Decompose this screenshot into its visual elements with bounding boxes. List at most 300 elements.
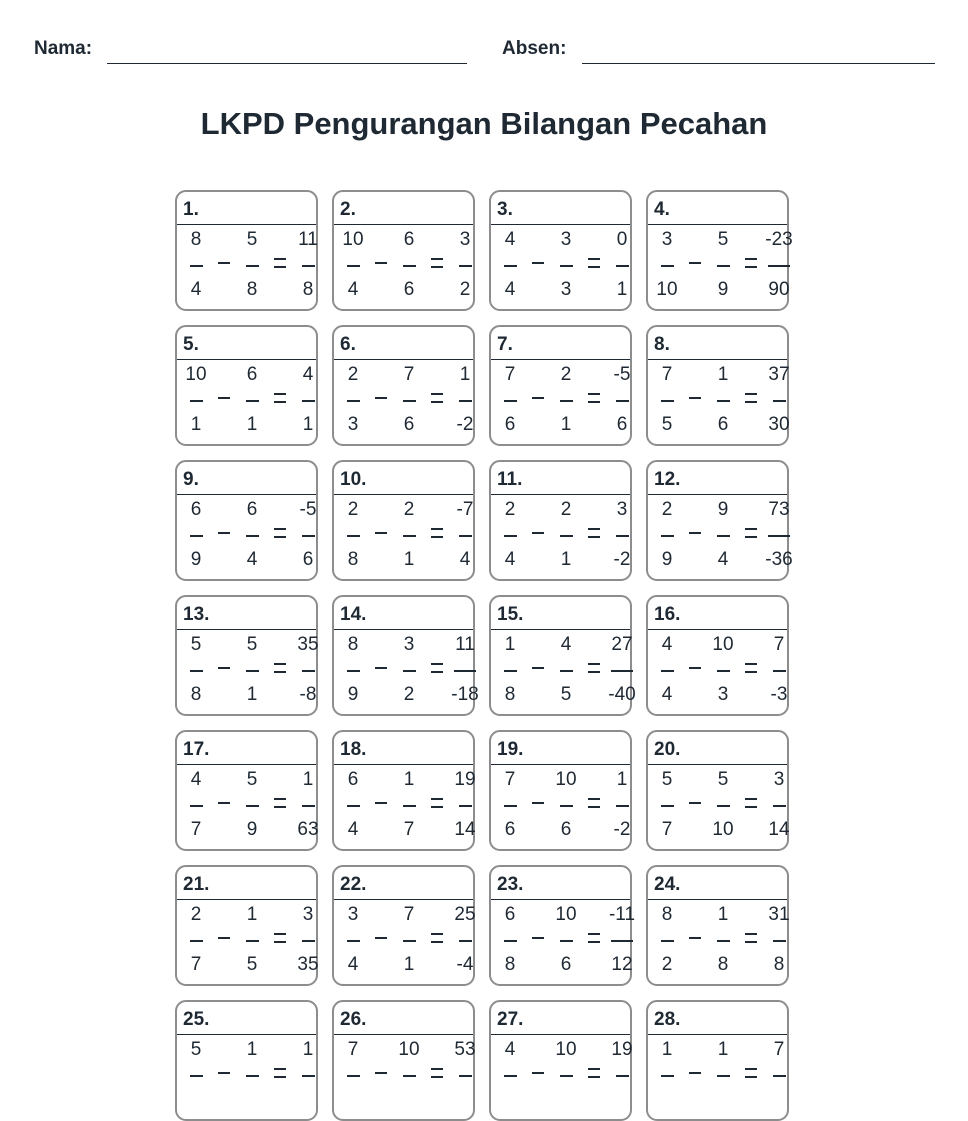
fraction-bar: [560, 1075, 573, 1077]
result-numerator: 3: [616, 499, 628, 520]
second-denominator: 6: [403, 279, 415, 300]
minus-sign: [525, 633, 551, 707]
equals-sign: [738, 903, 764, 977]
problem-number: 28.: [648, 1002, 787, 1035]
first-numerator: 4: [504, 229, 516, 250]
fraction-bar: [302, 400, 315, 402]
problem-number: 26.: [334, 1002, 473, 1035]
fraction-equation: [177, 360, 316, 437]
result-fraction: [607, 363, 637, 437]
fraction-bar: [661, 265, 674, 267]
fraction-bar: [661, 1075, 674, 1077]
first-fraction: [652, 498, 682, 572]
result-denominator: 1: [616, 279, 628, 300]
second-fraction: [708, 228, 738, 302]
second-numerator: 1: [246, 904, 258, 925]
first-denominator: 4: [504, 279, 516, 300]
fraction-bar: [347, 940, 360, 942]
result-numerator: 3: [773, 769, 785, 790]
second-numerator: 1: [717, 1039, 729, 1060]
fraction-bar: [611, 940, 633, 942]
first-denominator: 4: [190, 279, 202, 300]
fraction-bar: [616, 265, 629, 267]
fraction-equation: [491, 495, 630, 572]
first-fraction: [181, 768, 211, 842]
fraction-equation: [491, 630, 636, 707]
second-fraction: [551, 768, 581, 842]
equals-sign: [424, 228, 450, 302]
result-fraction: [764, 228, 794, 302]
result-numerator: 1: [616, 769, 628, 790]
result-numerator: 3: [459, 229, 471, 250]
first-numerator: 6: [504, 904, 516, 925]
result-denominator: 90: [768, 279, 790, 300]
result-numerator: 1: [302, 1039, 314, 1060]
fraction-bar: [190, 670, 203, 672]
problem-card: [489, 325, 632, 446]
problem-number: 19.: [491, 732, 630, 765]
problem-number: 20.: [648, 732, 787, 765]
result-denominator: -36: [765, 549, 793, 570]
result-numerator: 19: [454, 769, 476, 790]
first-denominator: 6: [504, 414, 516, 435]
problem-number: 7.: [491, 327, 630, 360]
first-denominator: 8: [504, 684, 516, 705]
fraction-equation: [334, 765, 476, 842]
fraction-equation: [648, 1035, 787, 1112]
result-denominator: -2: [613, 549, 631, 570]
equals-sign: [267, 903, 293, 977]
second-denominator: 4: [246, 549, 258, 570]
result-denominator: 8: [302, 279, 314, 300]
fraction-equation: [334, 900, 476, 977]
first-fraction: [495, 633, 525, 707]
result-fraction: [293, 768, 323, 842]
equals-sign: [581, 228, 607, 302]
problem-number: 23.: [491, 867, 630, 900]
first-numerator: 8: [661, 904, 673, 925]
equals-sign: [424, 498, 450, 572]
result-fraction: [293, 228, 323, 302]
second-denominator: 7: [403, 819, 415, 840]
result-denominator: -3: [770, 684, 788, 705]
second-numerator: 5: [717, 769, 729, 790]
second-fraction: [708, 768, 738, 842]
result-numerator: 19: [611, 1039, 633, 1060]
first-denominator: 5: [661, 414, 673, 435]
fraction-equation: [334, 225, 473, 302]
first-denominator: 3: [347, 414, 359, 435]
problem-card: [175, 865, 318, 986]
result-fraction: [293, 633, 323, 707]
minus-sign: [368, 498, 394, 572]
minus-sign: [525, 768, 551, 842]
problem-card: [646, 325, 789, 446]
problem-card: [175, 190, 318, 311]
first-numerator: 2: [347, 499, 359, 520]
first-fraction: [495, 363, 525, 437]
equals-sign: [267, 228, 293, 302]
second-fraction: [394, 903, 424, 977]
result-numerator: 73: [768, 499, 790, 520]
fraction-bar: [661, 400, 674, 402]
first-numerator: 4: [661, 634, 673, 655]
fraction-bar: [773, 670, 786, 672]
fraction-equation: [334, 1035, 476, 1112]
second-fraction: [551, 228, 581, 302]
first-numerator: 5: [661, 769, 673, 790]
equals-sign: [267, 498, 293, 572]
problem-card: [175, 730, 318, 851]
result-numerator: 7: [773, 1039, 785, 1060]
problem-number: 11.: [491, 462, 630, 495]
fraction-equation: [648, 630, 787, 707]
problem-number: 13.: [177, 597, 316, 630]
fraction-bar: [717, 805, 730, 807]
minus-sign: [211, 903, 237, 977]
fraction-bar: [717, 1075, 730, 1077]
minus-sign: [525, 228, 551, 302]
second-denominator: 1: [246, 684, 258, 705]
fraction-bar: [347, 400, 360, 402]
second-denominator: 5: [246, 954, 258, 975]
minus-sign: [682, 363, 708, 437]
nama-field[interactable]: [107, 63, 467, 64]
problem-card: [489, 730, 632, 851]
minus-sign: [682, 228, 708, 302]
result-denominator: 6: [302, 549, 314, 570]
problem-card: [489, 190, 632, 311]
first-fraction: [181, 903, 211, 977]
problem-number: 2.: [334, 192, 473, 225]
fraction-bar: [246, 265, 259, 267]
result-fraction: [450, 633, 480, 707]
minus-sign: [525, 498, 551, 572]
fraction-equation: [177, 765, 319, 842]
result-fraction: [293, 903, 323, 977]
first-numerator: 5: [190, 1039, 202, 1060]
fraction-bar: [459, 265, 472, 267]
second-denominator: 6: [717, 414, 729, 435]
problem-number: 27.: [491, 1002, 630, 1035]
problem-card: [489, 595, 636, 716]
fraction-bar: [302, 940, 315, 942]
result-denominator: 1: [302, 414, 314, 435]
second-numerator: 7: [403, 364, 415, 385]
first-numerator: 10: [342, 229, 364, 250]
second-numerator: 5: [246, 769, 258, 790]
first-fraction: [338, 633, 368, 707]
result-fraction: [764, 498, 794, 572]
problem-number: 16.: [648, 597, 787, 630]
first-numerator: 6: [190, 499, 202, 520]
problem-number: 8.: [648, 327, 787, 360]
equals-sign: [424, 1038, 450, 1112]
result-numerator: 53: [454, 1039, 476, 1060]
equals-sign: [738, 228, 764, 302]
problem-card: [175, 1000, 318, 1121]
result-numerator: -7: [456, 499, 474, 520]
first-fraction: [495, 498, 525, 572]
problem-card: [332, 1000, 475, 1121]
minus-sign: [682, 633, 708, 707]
second-numerator: 6: [403, 229, 415, 250]
first-numerator: 2: [347, 364, 359, 385]
second-fraction: [394, 633, 424, 707]
first-numerator: 7: [661, 364, 673, 385]
problem-card: [489, 460, 632, 581]
result-denominator: 4: [459, 549, 471, 570]
second-fraction: [708, 633, 738, 707]
absen-field[interactable]: [582, 63, 935, 64]
minus-sign: [682, 903, 708, 977]
fraction-bar: [459, 940, 472, 942]
result-fraction: [764, 1038, 794, 1112]
problem-number: 21.: [177, 867, 316, 900]
result-fraction: [450, 768, 480, 842]
first-fraction: [181, 228, 211, 302]
equals-sign: [581, 633, 607, 707]
fraction-bar: [190, 805, 203, 807]
second-fraction: [237, 903, 267, 977]
result-numerator: -5: [613, 364, 631, 385]
minus-sign: [368, 903, 394, 977]
second-numerator: 10: [555, 1039, 577, 1060]
first-denominator: 4: [347, 279, 359, 300]
minus-sign: [211, 228, 237, 302]
equals-sign: [738, 363, 764, 437]
result-denominator: -18: [451, 684, 479, 705]
result-denominator: -40: [608, 684, 636, 705]
problem-number: 14.: [334, 597, 473, 630]
problem-card: [332, 595, 479, 716]
fraction-bar: [504, 670, 517, 672]
problem-card: [332, 190, 475, 311]
first-denominator: 7: [190, 954, 202, 975]
fraction-bar: [403, 1075, 416, 1077]
fraction-bar: [661, 940, 674, 942]
second-fraction: [237, 768, 267, 842]
fraction-bar: [560, 535, 573, 537]
second-numerator: 3: [403, 634, 415, 655]
first-fraction: [652, 633, 682, 707]
fraction-bar: [560, 670, 573, 672]
result-numerator: 11: [298, 229, 318, 250]
second-fraction: [551, 1038, 581, 1112]
fraction-bar: [661, 670, 674, 672]
second-numerator: 10: [555, 769, 577, 790]
second-fraction: [394, 1038, 424, 1112]
second-numerator: 3: [560, 229, 572, 250]
first-numerator: 1: [661, 1039, 673, 1060]
result-denominator: 35: [297, 954, 319, 975]
minus-sign: [368, 633, 394, 707]
equals-sign: [267, 363, 293, 437]
first-numerator: 7: [504, 364, 516, 385]
minus-sign: [211, 498, 237, 572]
second-denominator: 2: [403, 684, 415, 705]
first-fraction: [652, 903, 682, 977]
result-denominator: 14: [768, 819, 790, 840]
first-denominator: 8: [347, 549, 359, 570]
problem-number: 22.: [334, 867, 473, 900]
result-numerator: 1: [302, 769, 314, 790]
problem-card: [175, 325, 318, 446]
problem-card: [175, 460, 318, 581]
first-fraction: [495, 768, 525, 842]
fraction-bar: [246, 535, 259, 537]
result-denominator: 30: [768, 414, 790, 435]
second-fraction: [551, 633, 581, 707]
student-info-header: [34, 36, 935, 66]
second-numerator: 4: [560, 634, 572, 655]
second-numerator: 6: [246, 364, 258, 385]
first-numerator: 2: [190, 904, 202, 925]
fraction-bar: [347, 805, 360, 807]
minus-sign: [682, 1038, 708, 1112]
problem-card: [646, 460, 793, 581]
result-fraction: [607, 498, 637, 572]
result-fraction: [607, 228, 637, 302]
second-fraction: [551, 498, 581, 572]
problem-card: [646, 1000, 789, 1121]
result-numerator: 0: [616, 229, 628, 250]
fraction-bar: [302, 1075, 315, 1077]
result-numerator: 37: [768, 364, 790, 385]
first-numerator: 8: [347, 634, 359, 655]
result-fraction: [293, 363, 323, 437]
fraction-equation: [648, 225, 793, 302]
fraction-bar: [717, 940, 730, 942]
second-fraction: [394, 228, 424, 302]
second-denominator: 8: [717, 954, 729, 975]
second-numerator: 7: [403, 904, 415, 925]
fraction-bar: [459, 1075, 472, 1077]
equals-sign: [581, 498, 607, 572]
minus-sign: [368, 363, 394, 437]
fraction-equation: [491, 900, 636, 977]
result-numerator: 27: [611, 634, 633, 655]
result-fraction: [607, 903, 637, 977]
first-denominator: 9: [661, 549, 673, 570]
second-denominator: 3: [717, 684, 729, 705]
fraction-bar: [717, 400, 730, 402]
minus-sign: [368, 228, 394, 302]
second-numerator: 5: [717, 229, 729, 250]
result-fraction: [450, 228, 480, 302]
fraction-equation: [491, 765, 630, 842]
fraction-bar: [560, 265, 573, 267]
problem-number: 5.: [177, 327, 316, 360]
fraction-bar: [768, 265, 790, 267]
fraction-bar: [504, 400, 517, 402]
fraction-bar: [661, 805, 674, 807]
result-numerator: 4: [302, 364, 314, 385]
page-title: LKPD Pengurangan Bilangan Pecahan: [200, 106, 768, 141]
fraction-equation: [648, 360, 790, 437]
fraction-bar: [403, 805, 416, 807]
fraction-bar: [504, 265, 517, 267]
second-denominator: 5: [560, 684, 572, 705]
result-numerator: 25: [454, 904, 476, 925]
result-fraction: [607, 768, 637, 842]
fraction-bar: [403, 940, 416, 942]
first-numerator: 1: [504, 634, 516, 655]
result-fraction: [450, 498, 480, 572]
result-fraction: [607, 1038, 637, 1112]
minus-sign: [368, 768, 394, 842]
fraction-bar: [347, 265, 360, 267]
fraction-bar: [190, 265, 203, 267]
fraction-bar: [302, 670, 315, 672]
problem-card: [489, 1000, 632, 1121]
result-fraction: [450, 1038, 480, 1112]
second-denominator: 1: [246, 414, 258, 435]
fraction-bar: [773, 805, 786, 807]
fraction-equation: [177, 495, 316, 572]
result-denominator: 12: [611, 954, 633, 975]
minus-sign: [211, 633, 237, 707]
result-numerator: 7: [773, 634, 785, 655]
problem-number: 9.: [177, 462, 316, 495]
problem-number: 3.: [491, 192, 630, 225]
minus-sign: [525, 363, 551, 437]
second-denominator: 6: [560, 819, 572, 840]
fraction-equation: [648, 495, 793, 572]
first-denominator: 10: [656, 279, 678, 300]
fraction-bar: [611, 670, 633, 672]
first-fraction: [338, 903, 368, 977]
fraction-equation: [648, 765, 790, 842]
first-numerator: 5: [190, 634, 202, 655]
second-fraction: [708, 498, 738, 572]
first-fraction: [652, 768, 682, 842]
result-denominator: 14: [454, 819, 476, 840]
first-fraction: [181, 498, 211, 572]
first-fraction: [652, 363, 682, 437]
problem-card: [175, 595, 318, 716]
result-fraction: [607, 633, 637, 707]
fraction-bar: [190, 400, 203, 402]
first-numerator: 6: [347, 769, 359, 790]
first-denominator: 4: [347, 954, 359, 975]
second-denominator: 6: [403, 414, 415, 435]
result-denominator: 8: [773, 954, 785, 975]
result-fraction: [450, 363, 480, 437]
problem-card: [332, 325, 475, 446]
first-denominator: 7: [190, 819, 202, 840]
first-fraction: [181, 363, 211, 437]
fraction-equation: [177, 225, 316, 302]
first-numerator: 3: [347, 904, 359, 925]
minus-sign: [682, 768, 708, 842]
problem-number: 17.: [177, 732, 316, 765]
first-fraction: [338, 363, 368, 437]
fraction-equation: [491, 225, 630, 302]
second-fraction: [237, 363, 267, 437]
fraction-equation: [177, 1035, 316, 1112]
fraction-bar: [768, 535, 790, 537]
second-numerator: 10: [555, 904, 577, 925]
fraction-equation: [491, 1035, 633, 1112]
fraction-bar: [773, 940, 786, 942]
second-numerator: 1: [717, 364, 729, 385]
fraction-bar: [302, 265, 315, 267]
first-denominator: 2: [661, 954, 673, 975]
minus-sign: [211, 768, 237, 842]
equals-sign: [738, 498, 764, 572]
second-fraction: [708, 903, 738, 977]
